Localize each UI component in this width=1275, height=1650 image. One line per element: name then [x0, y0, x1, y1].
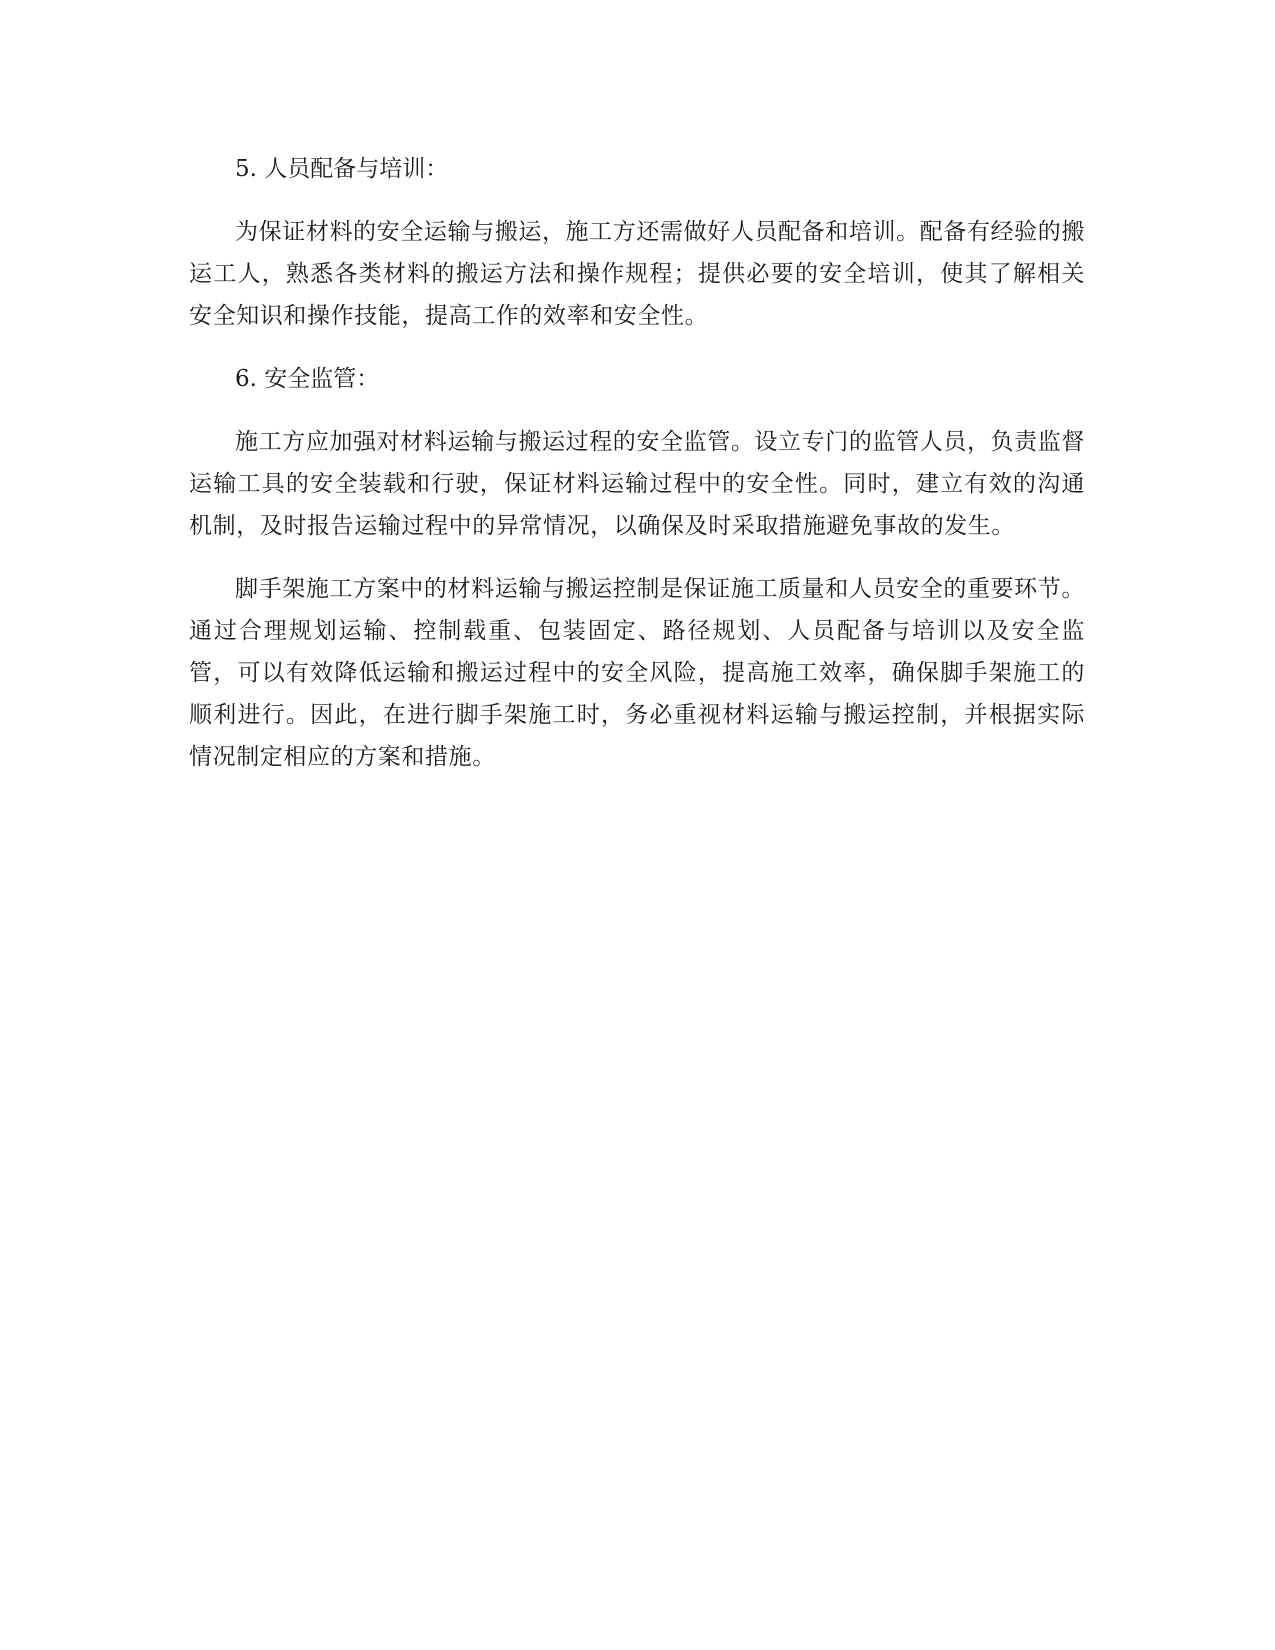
paragraph-conclusion: 脚手架施工方案中的材料运输与搬运控制是保证施工质量和人员安全的重要环节。通过合理规划运输、控制载重、包装固定、路径规划、人员配备与培训以及安全监管，可以有效降低运输和搬运过程中的安全风险，提高施工效率，确保脚手架施工的顺利进行。因此，在进行脚手架施工时，务必重视材料运输与搬运控制，并根据实际情况制定相应的方案和措施。: [189, 576, 1085, 770]
paragraph-staffing-training: 为保证材料的安全运输与搬运，施工方还需做好人员配备和培训。配备有经验的搬运工人，熟悉各类材料的搬运方法和操作规程；提供必要的安全培训，使其了解相关安全知识和操作技能，提高工作的效率和安全性。: [189, 219, 1085, 329]
section-heading-staffing-training: 5. 人员配备与培训：: [235, 156, 449, 182]
document-body: [189, 148, 1085, 799]
section-heading-safety-supervision: 6. 安全监管：: [235, 366, 380, 392]
paragraph-safety-supervision: 施工方应加强对材料运输与搬运过程的安全监管。设立专门的监管人员，负责监督运输工具的安全装载和行驶，保证材料运输过程中的安全性。同时，建立有效的沟通机制，及时报告运输过程中的异常情况，以确保及时采取措施避免事故的发生。: [189, 429, 1085, 539]
